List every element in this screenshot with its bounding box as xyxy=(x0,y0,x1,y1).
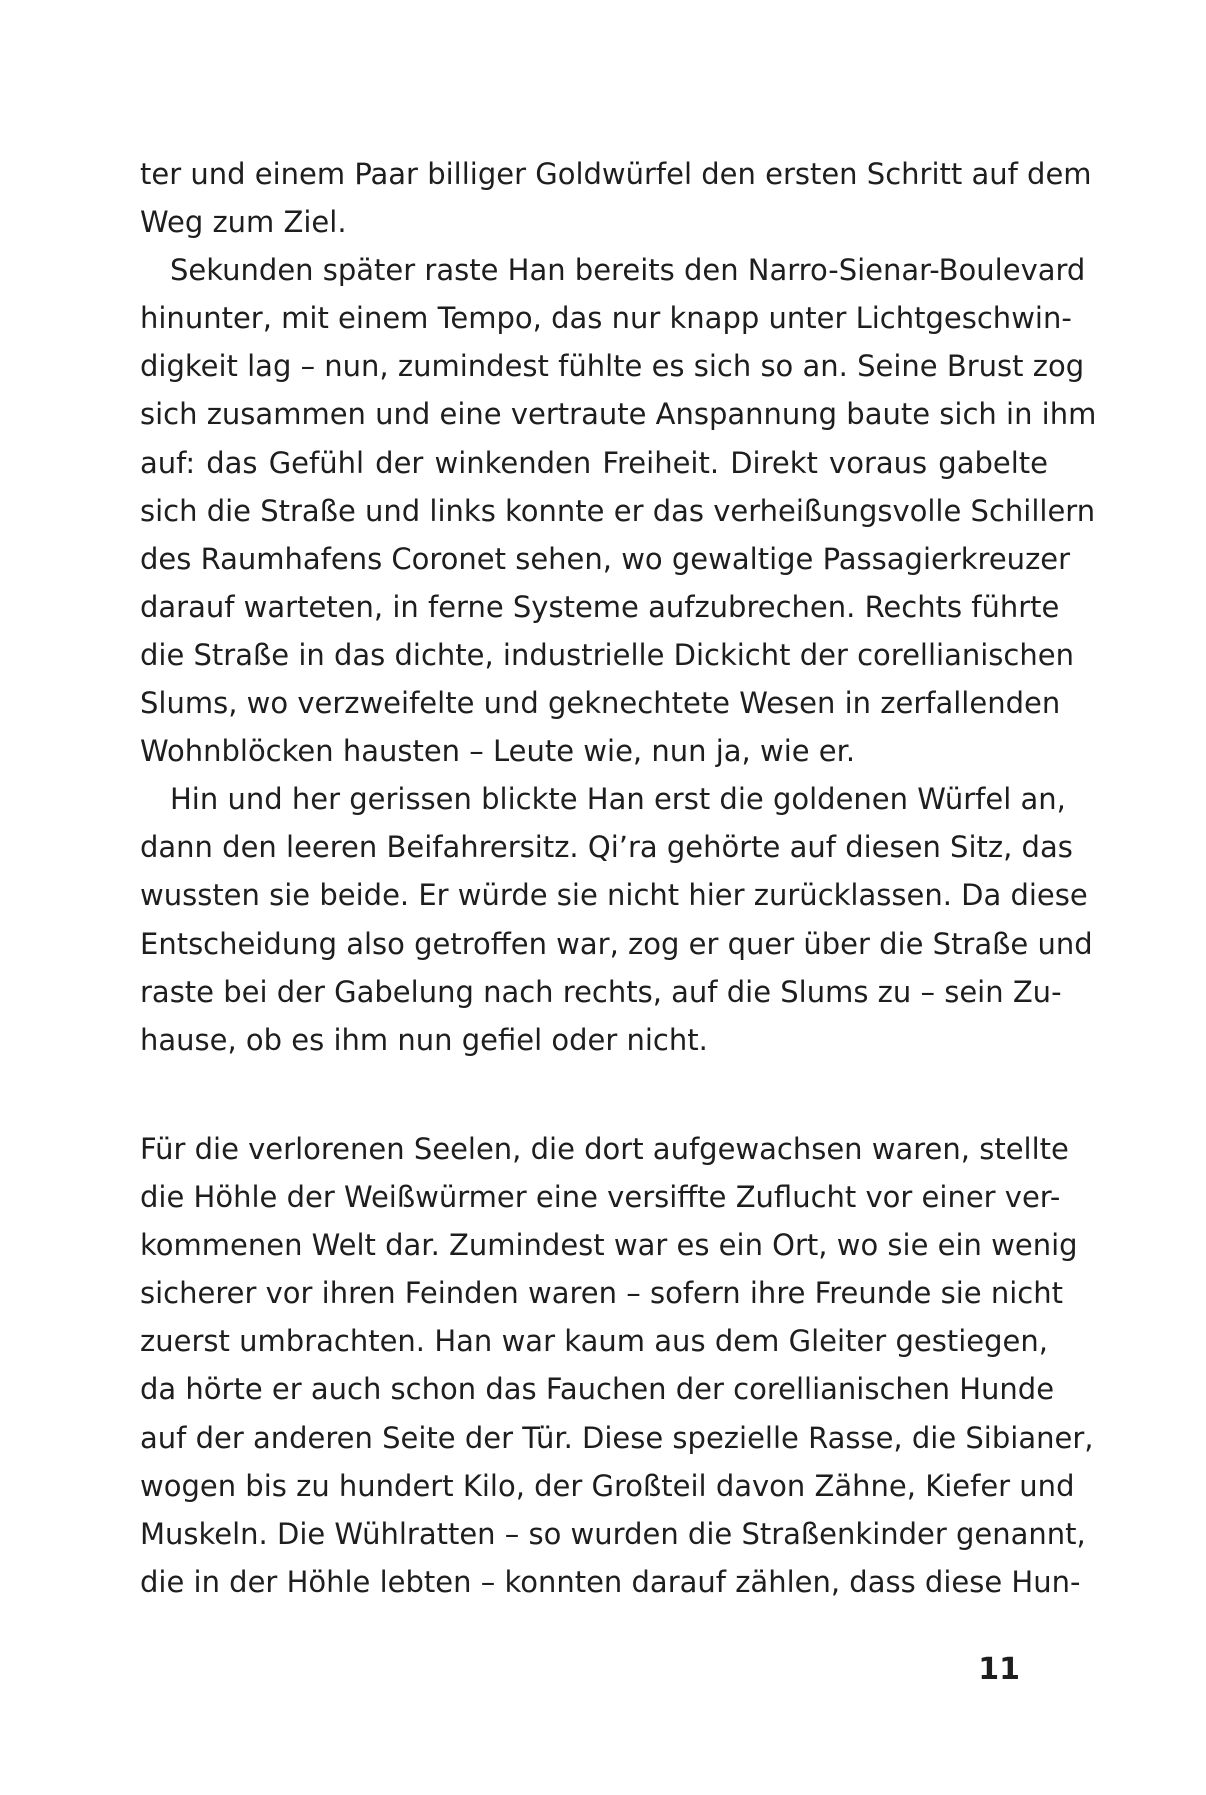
text-line: Entscheidung also getroffen war, zog er quer über die Straße und xyxy=(140,926,1093,961)
text-line: Sekunden später raste Han bereits den Narro-Sienar-Boulevard xyxy=(170,253,1086,288)
text-line: die in der Höhle lebten – konnten darauf zählen, dass diese Hun- xyxy=(140,1564,1081,1599)
text-line: hinunter, mit einem Tempo, das nur knapp unter Lichtgeschwin- xyxy=(140,301,1072,336)
text-line: die Höhle der Weißwürmer eine versiffte Zuflucht vor einer ver- xyxy=(140,1180,1061,1215)
text-line: sicherer vor ihren Feinden waren – sofern ihre Freunde sie nicht xyxy=(140,1276,1063,1311)
text-line: Weg zum Ziel. xyxy=(140,205,347,240)
text-line: digkeit lag – nun, zumindest fühlte es sich so an. Seine Brust zog xyxy=(140,349,1085,384)
text-section-2 xyxy=(140,1125,1094,1606)
text-line: sich zusammen und eine vertraute Anspannung baute sich in ihm xyxy=(140,397,1097,432)
text-line: ter und einem Paar billiger Goldwürfel den ersten Schritt auf dem xyxy=(140,157,1092,191)
text-line: wogen bis zu hundert Kilo, der Großteil davon Zähne, Kiefer und xyxy=(140,1468,1075,1503)
text-line: zuerst umbrachten. Han war kaum aus dem Gleiter gestiegen, xyxy=(140,1324,1048,1359)
text-line: raste bei der Gabelung nach rechts, auf die Slums zu – sein Zu- xyxy=(140,974,1062,1009)
text-line: darauf warteten, in ferne Systeme aufzubrechen. Rechts führte xyxy=(140,589,1060,624)
text-line: Für die verlorenen Seelen, die dort aufgewachsen waren, stellte xyxy=(140,1132,1069,1166)
text-line: Hin und her gerissen blickte Han erst die goldenen Würfel an, xyxy=(170,782,1066,817)
text-line: des Raumhafens Coronet sehen, wo gewaltige Passagierkreuzer xyxy=(140,541,1071,576)
text-line: Wohnblöcken hausten – Leute wie, nun ja, wie er. xyxy=(140,734,856,769)
text-line: da hörte er auch schon das Fauchen der corellianischen Hunde xyxy=(140,1372,1055,1407)
text-line: Slums, wo verzweifelte und geknechtete Wesen in zerfallenden xyxy=(140,686,1061,721)
text-line: dann den leeren Beifahrersitz. Qi’ra gehörte auf diesen Sitz, das xyxy=(140,830,1073,865)
text-line: hause, ob es ihm nun gefiel oder nicht. xyxy=(140,1022,708,1057)
text-line: Muskeln. Die Wühlratten – so wurden die Straßenkinder genannt, xyxy=(140,1516,1086,1551)
text-line: die Straße in das dichte, industrielle Dickicht der corellianischen xyxy=(140,637,1074,672)
text-line: wussten sie beide. Er würde sie nicht hier zurücklassen. Da diese xyxy=(140,878,1088,913)
text-line: auf: das Gefühl der winkenden Freiheit. Direkt voraus gabelte xyxy=(140,445,1048,480)
text-line: sich die Straße und links konnte er das verheißungsvolle Schillern xyxy=(140,493,1096,528)
text-line: kommenen Welt dar. Zumindest war es ein Ort, wo sie ein wenig xyxy=(140,1228,1078,1263)
text-section-1 xyxy=(140,150,1097,1064)
page-number: 11 xyxy=(978,1652,1020,1687)
text-line: auf der anderen Seite der Tür. Diese spezielle Rasse, die Sibianer, xyxy=(140,1420,1094,1455)
